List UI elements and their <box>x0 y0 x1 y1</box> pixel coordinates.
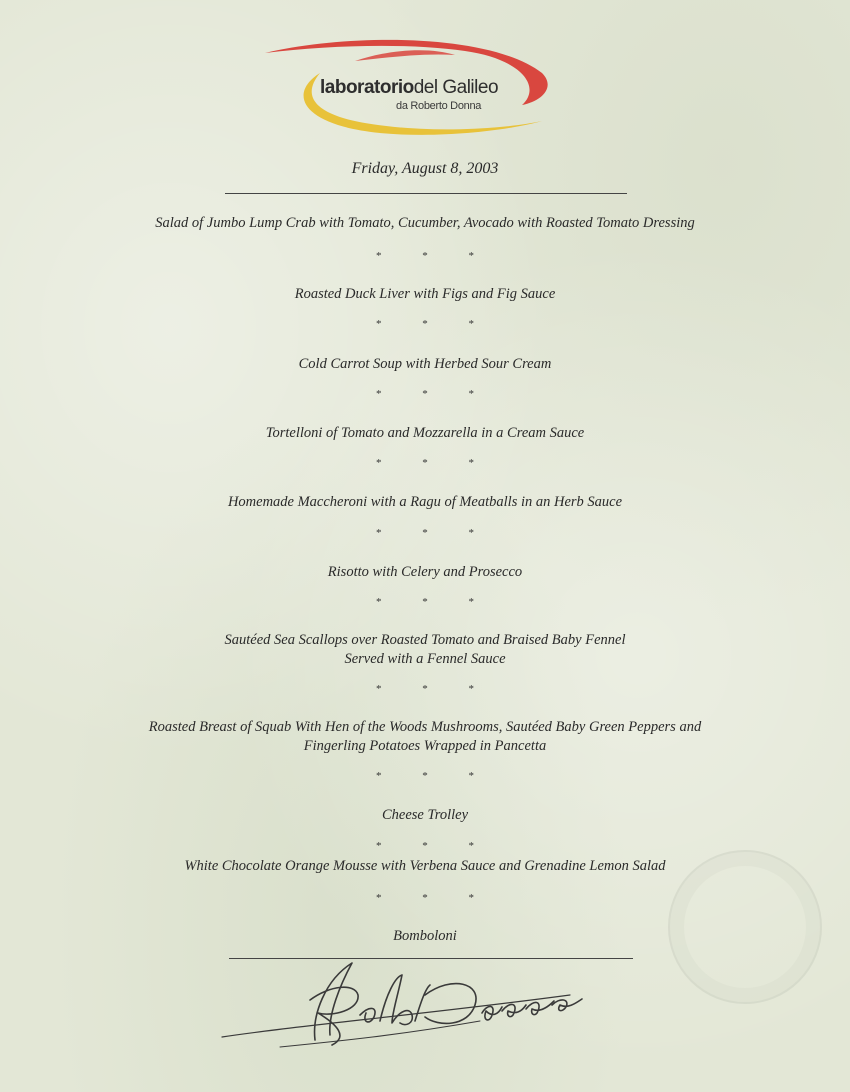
course-item <box>0 631 850 669</box>
course-line: Roasted Breast of Squab With Hen of the Woods Mushrooms, Sautéed Baby Green Peppers and <box>148 719 702 735</box>
course-line: Homemade Maccheroni with a Ragu of Meatballs in an Herb Sauce <box>227 494 623 510</box>
course-line: Sautéed Sea Scallops over Roasted Tomato and Braised Baby Fennel <box>224 632 626 648</box>
logo-tagline: da Roberto Donna <box>396 100 482 112</box>
course-line: Roasted Duck Liver with Figs and Fig Sauce <box>294 286 556 302</box>
course-item <box>0 285 850 304</box>
course-separator: * * * <box>376 457 474 469</box>
course-separator: * * * <box>376 596 474 608</box>
logo-wordmark: laboratoriodel Galileo <box>320 77 499 98</box>
course-separator: * * * <box>376 388 474 400</box>
course-item <box>0 563 850 582</box>
course-line: Cold Carrot Soup with Herbed Sour Cream <box>298 356 552 372</box>
course-separator: * * * <box>376 527 474 539</box>
course-item <box>0 214 850 233</box>
course-line: Fingerling Potatoes Wrapped in Pancetta <box>303 738 547 754</box>
course-separator: * * * <box>376 770 474 782</box>
course-item <box>0 493 850 512</box>
course-item <box>0 806 850 825</box>
course-item <box>0 718 850 756</box>
course-line: White Chocolate Orange Mousse with Verbena Sauce and Grenadine Lemon Salad <box>184 858 666 874</box>
course-line: Tortelloni of Tomato and Mozzarella in a Cream Sauce <box>265 425 585 441</box>
course-line: Bomboloni <box>393 928 457 944</box>
course-line: Served with a Fennel Sauce <box>344 651 506 667</box>
course-separator: * * * <box>376 892 474 904</box>
course-separator: * * * <box>376 683 474 695</box>
course-line: Risotto with Celery and Prosecco <box>327 564 523 580</box>
course-item <box>0 424 850 443</box>
course-item <box>0 355 850 374</box>
course-separator: * * * <box>376 840 474 852</box>
menu-date: Friday, August 8, 2003 <box>351 160 499 177</box>
course-separator: * * * <box>376 318 474 330</box>
course-separator: * * * <box>376 250 474 262</box>
course-line: Cheese Trolley <box>381 807 469 823</box>
embossed-seal <box>668 850 822 1004</box>
course-line: Salad of Jumbo Lump Crab with Tomato, Cucumber, Avocado with Roasted Tomato Dressing <box>155 215 695 231</box>
chef-signature <box>220 955 600 1055</box>
